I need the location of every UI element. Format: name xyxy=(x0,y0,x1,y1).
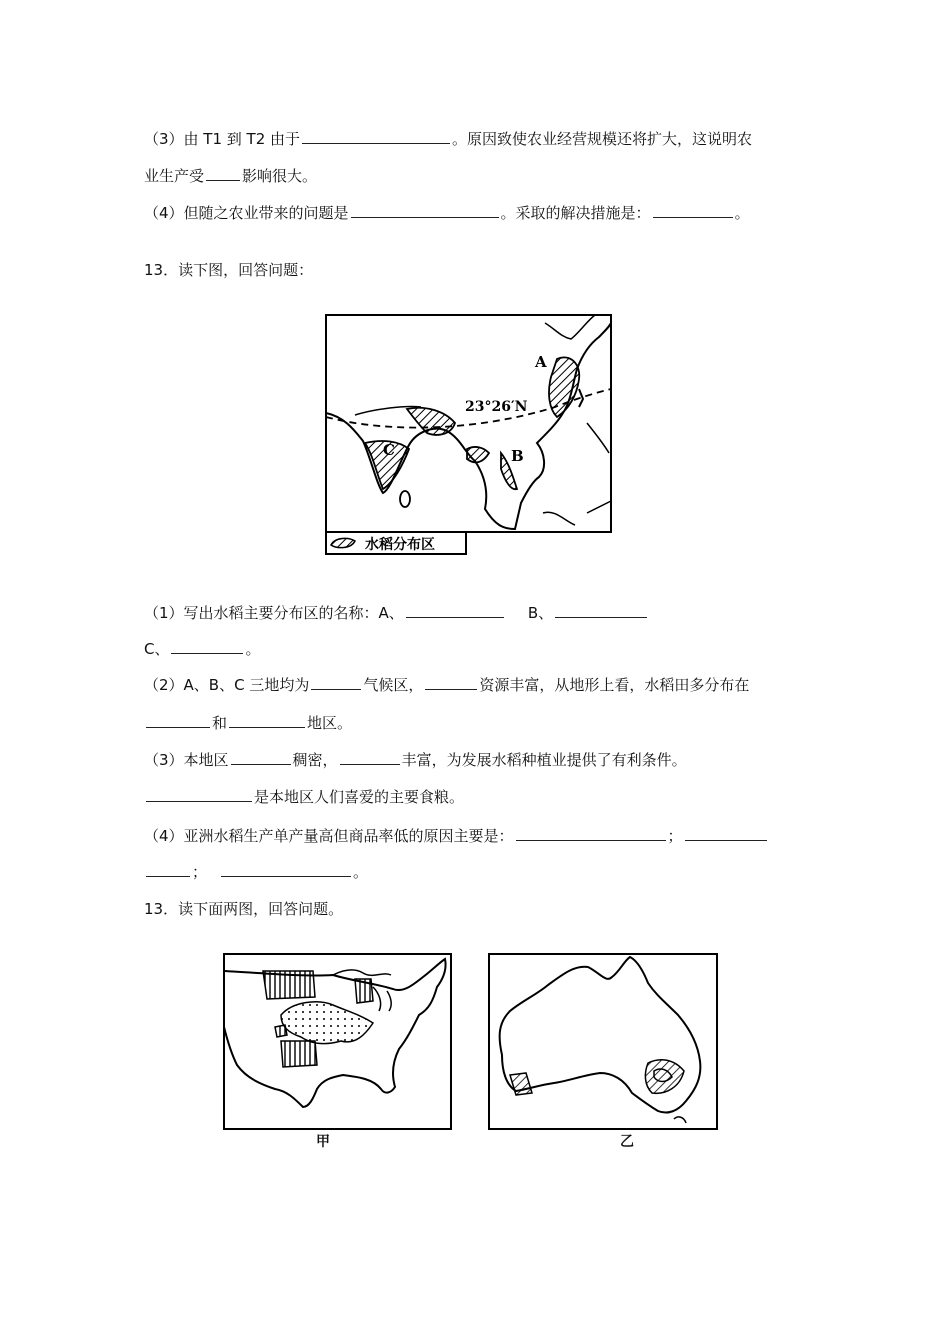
q13-title: 13．读下图，回答问题： xyxy=(144,261,314,279)
answer-blank[interactable] xyxy=(229,712,305,728)
answer-blank[interactable] xyxy=(206,165,240,181)
latitude-label: 23°26′N xyxy=(465,399,528,415)
answer-blank[interactable] xyxy=(231,749,291,765)
answer-blank[interactable] xyxy=(146,712,210,728)
label-c: C xyxy=(383,441,395,459)
australia-map xyxy=(488,953,720,1131)
answer-blank[interactable] xyxy=(406,602,504,618)
caption-right: 乙 xyxy=(620,1134,634,1150)
asia-rice-map xyxy=(325,313,613,556)
answer-blank[interactable] xyxy=(351,202,499,218)
q12-part3-line2: 业生产受 影响很大。 xyxy=(144,167,318,185)
legend-label: 水稻分布区 xyxy=(365,537,435,553)
q13b-title: 13．读下面两图，回答问题。 xyxy=(144,900,344,918)
answer-blank[interactable] xyxy=(221,861,351,877)
q13-sub3-line1: （3）本地区 稠密， 丰富，为发展水稻种植业提供了有利条件。 xyxy=(144,751,687,769)
answer-blank[interactable] xyxy=(171,638,243,654)
wheat-region-north xyxy=(263,971,315,999)
answer-blank[interactable] xyxy=(555,602,647,618)
map-frame xyxy=(489,954,717,1129)
answer-blank[interactable] xyxy=(340,749,400,765)
q13-sub2-line2: 和 地区。 xyxy=(144,712,352,734)
q13-sub1-line2: C、 。 xyxy=(144,640,261,658)
answer-blank[interactable] xyxy=(146,786,252,802)
answer-blank[interactable] xyxy=(685,825,767,841)
wheat-region-south xyxy=(281,1041,317,1067)
usa-map xyxy=(223,953,453,1131)
q13-sub3-line2: 是本地区人们喜爱的主要食粮。 xyxy=(144,786,464,808)
q13-sub4-line1: （4）亚洲水稻生产单产量高但商品率低的原因主要是： ； xyxy=(144,825,769,847)
q12-part3-line1: （3）由 T1 到 T2 由于 。原因致使农业经营规模还将扩大，这说明农 xyxy=(144,130,753,148)
q13-sub2-line1: （2）A、B、C 三地均为 气候区， 资源丰富，从地形上看，水稻田多分布在 xyxy=(144,676,750,694)
wheat-region-mid xyxy=(275,1025,287,1037)
q12-part4: （4）但随之农业带来的问题是 。采取的解决措施是： 。 xyxy=(144,204,750,222)
map-frame xyxy=(326,315,611,532)
dairy-region xyxy=(355,979,373,1003)
answer-blank[interactable] xyxy=(311,674,361,690)
answer-blank[interactable] xyxy=(146,861,190,877)
answer-blank[interactable] xyxy=(516,825,666,841)
q13-sub4-line2: ； 。 xyxy=(144,861,368,883)
answer-blank[interactable] xyxy=(302,128,450,144)
answer-blank[interactable] xyxy=(653,202,733,218)
caption-left: 甲 xyxy=(316,1134,330,1150)
answer-blank[interactable] xyxy=(425,674,477,690)
label-b: B xyxy=(511,447,524,465)
q13-sub1-line1: （1）写出水稻主要分布区的名称：A、 B、 xyxy=(144,602,649,624)
label-a: A xyxy=(535,353,547,371)
